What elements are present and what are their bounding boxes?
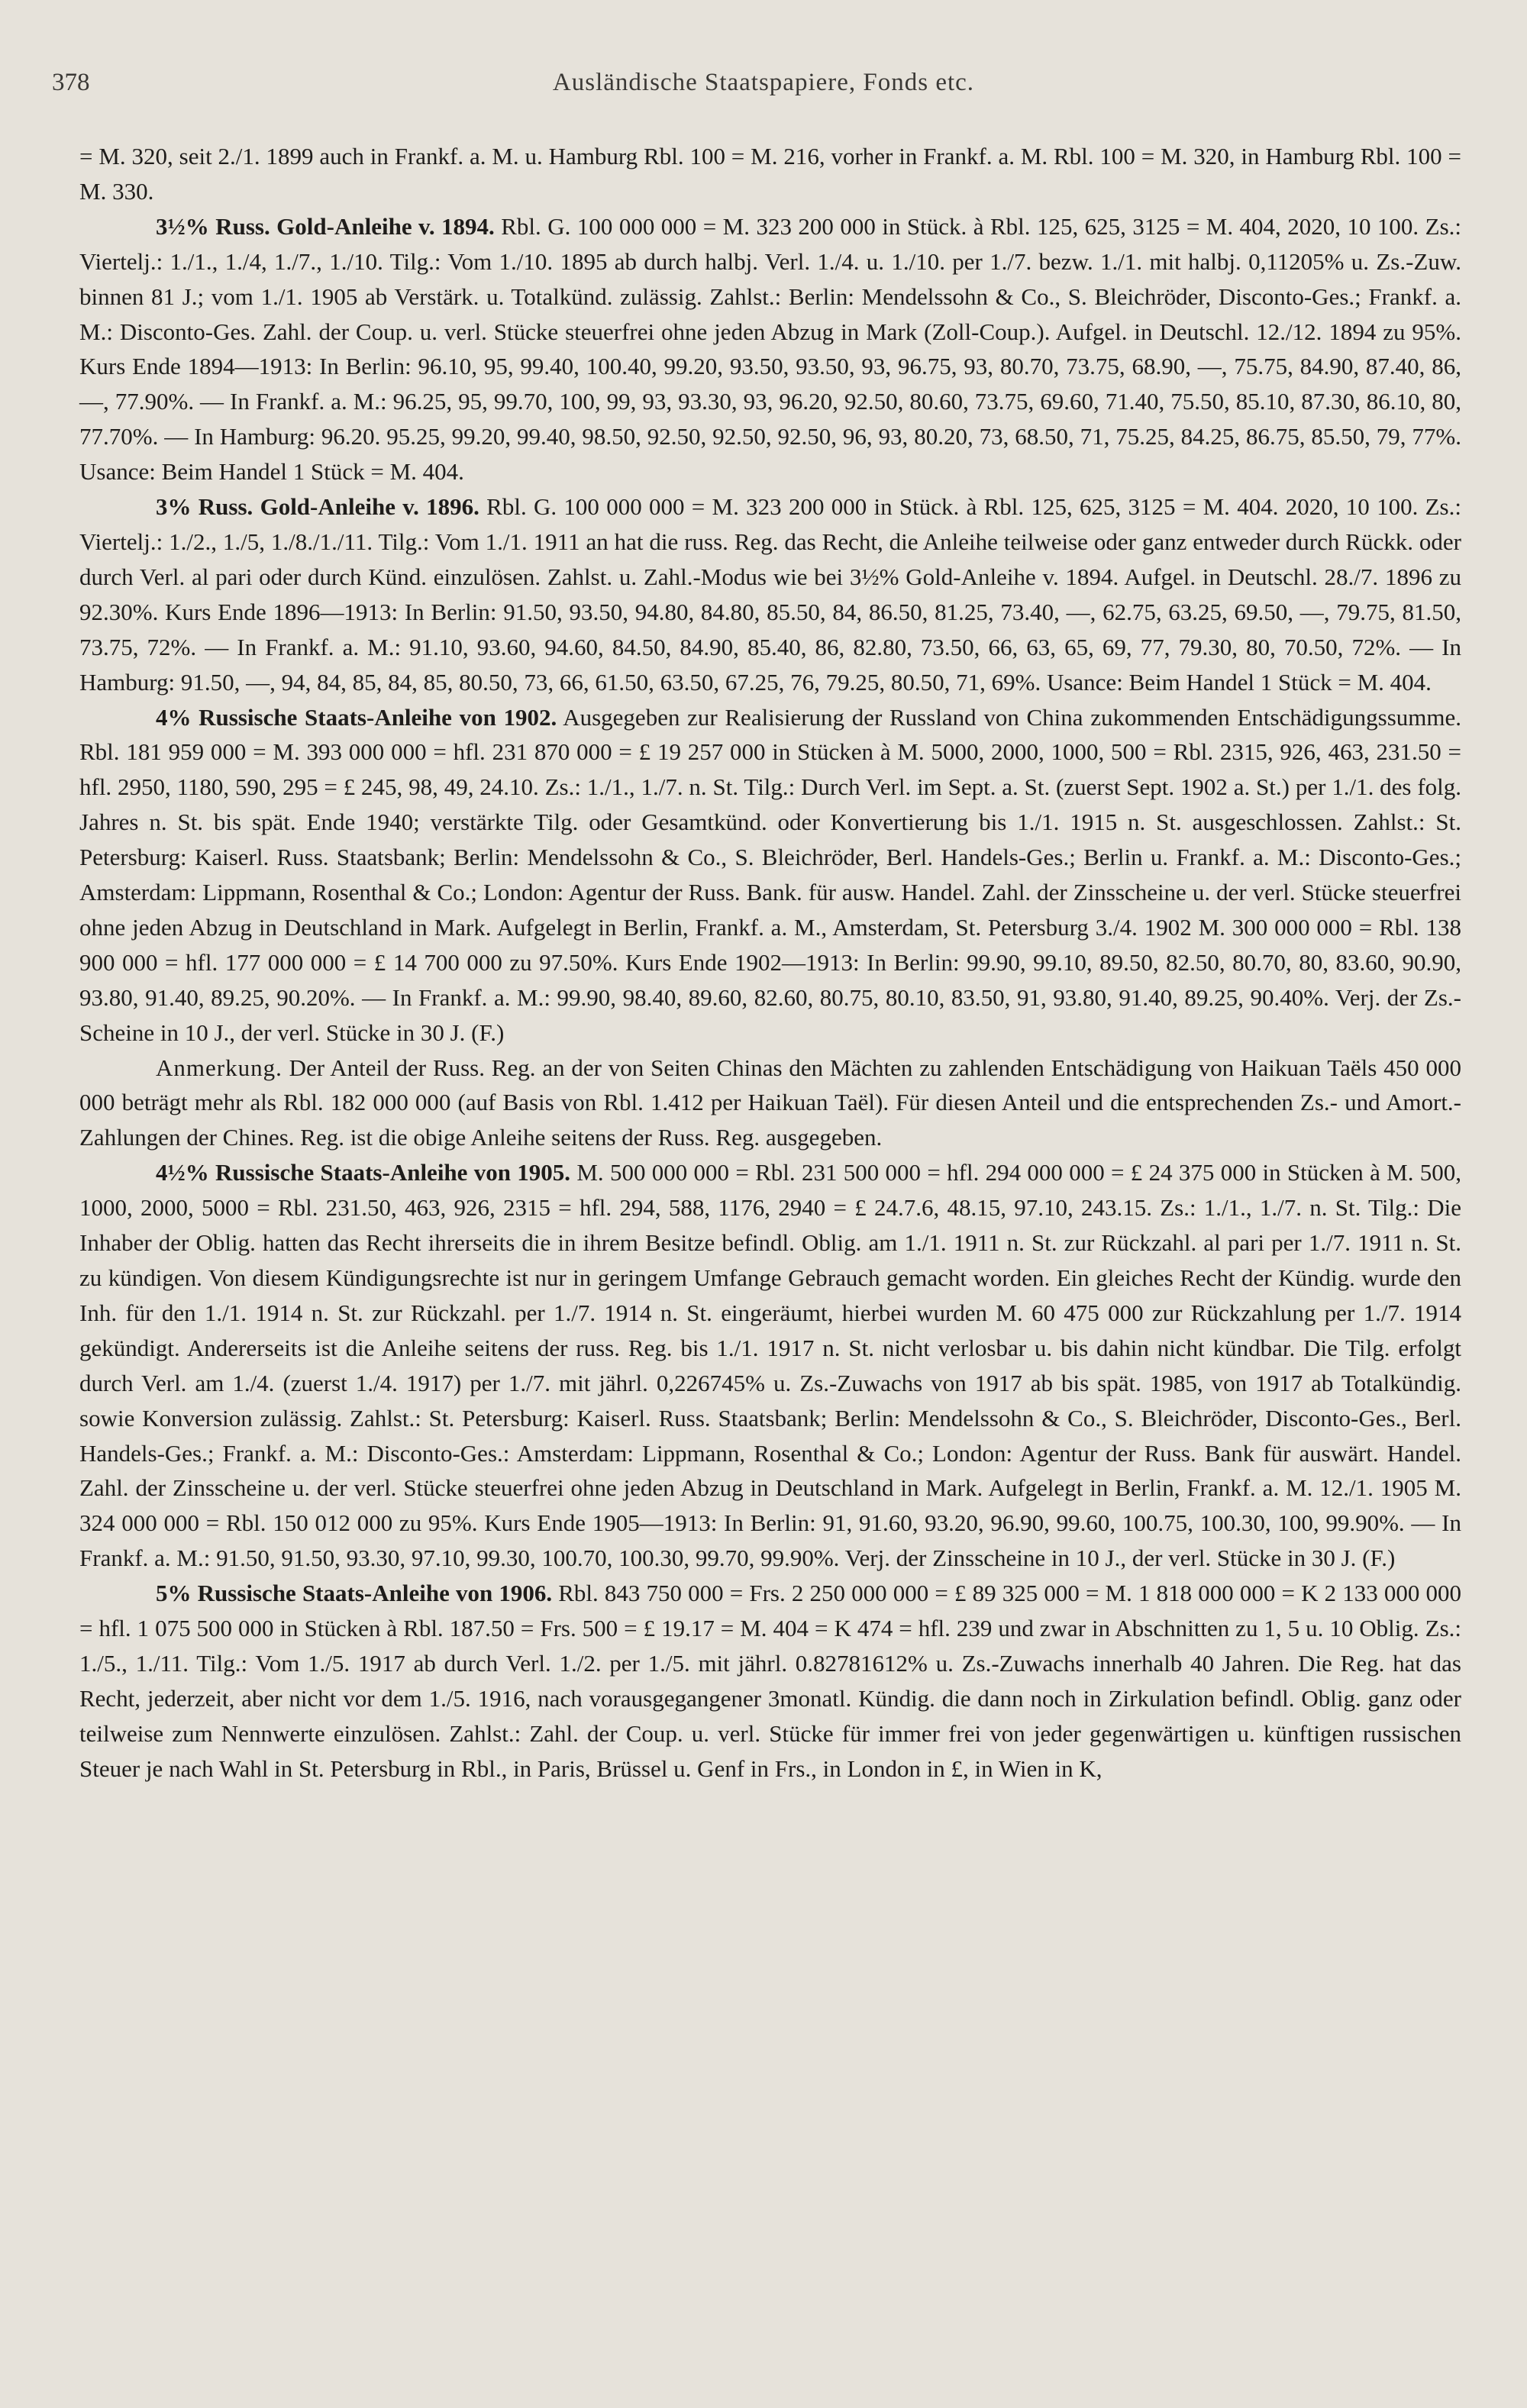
paragraph-note — [79, 1051, 1461, 1156]
entry-heading: 4% Russische Staats-Anleihe von 1902. — [156, 703, 557, 731]
paragraph-state-loan-1905 — [79, 1155, 1461, 1576]
entry-heading: 5% Russische Staats-Anleihe von 1906. — [156, 1580, 553, 1607]
paragraph-text: = M. 320, seit 2./1. 1899 auch in Frankf. a. M. u. Hamburg Rbl. 100 = M. 216, vorher in Frankf. a. M. Rbl. 100 = M. 320, in Hamburg Rbl. 100 = M. 330. — [79, 143, 1461, 205]
paragraph-state-loan-1902 — [79, 700, 1461, 1051]
note-label: Anmerkung. — [156, 1054, 282, 1081]
paragraph-state-loan-1906 — [79, 1576, 1461, 1786]
paragraph-continuation — [79, 139, 1461, 209]
paragraph-text: Rbl. G. 100 000 000 = M. 323 200 000 in Stück. à Rbl. 125, 625, 3125 = M. 404. 2020, 10 100. Zs.: Viertelj.: 1./2., 1./5, 1./8./1./11. Tilg.: Vom 1./1. 1911 an hat die russ. Reg. das Recht, die Anleihe teilweise oder ganz entweder durch Rückk. oder durch Verl. al pari oder durch Künd. einzulösen. Zahlst. u. Zahl.-Modus wie bei 3½% Gold-Anleihe v. 1894. Aufgel. in Deutschl. 28./7. 1896 zu 92.30%. Kurs Ende 1896—1913: In Berlin: 91.50, 93.50, 94.80, 84.80, 85.50, 84, 86.50, 81.25, 73.40, —, 62.75, 63.25, 69.50, —, 79.75, 81.50, 73.75, 72%. — In Frankf. a. M.: 91.10, 93.60, 94.60, 84.50, 84.90, 85.40, 86, 82.80, 73.50, 66, 63, 65, 69, 77, 79.30, 80, 70.50, 72%. — In Hamburg: 91.50, —, 94, 84, 85, 84, 85, 80.50, 73, 66, 61.50, 63.50, 67.25, 76, 79.25, 80.50, 71, 69%. Usance: Beim Handel 1 Stück = M. 404. — [79, 493, 1461, 696]
entry-heading: 4½% Russische Staats-Anleihe von 1905. — [156, 1159, 571, 1186]
paragraph-text: Ausgegeben zur Realisierung der Russland von China zukommenden Entschädigungssumme. Rbl. 181 959 000 = M. 393 000 000 = hfl. 231 870 000 = £ 19 257 000 in Stücken à M. 5000, 2000, 1000, 500 = Rbl. 2315, 926, 463, 231.50 = hfl. 2950, 1180, 590, 295 = £ 245, 98, 49, 24.10. Zs.: 1./1., 1./7. n. St. Tilg.: Durch Verl. im Sept. a. St. (zuerst Sept. 1902 a. St.) per 1./1. des folg. Jahres n. St. bis spät. Ende 1940; verstärkte Tilg. oder Gesamtkünd. oder Konvertierung bis 1./1. 1915 n. St. ausgeschlossen. Zahlst.: St. Petersburg: Kaiserl. Russ. Staatsbank; Berlin: Mendelssohn & Co., S. Bleichröder, Berl. Handels-Ges.; Berlin u. Frankf. a. M.: Disconto-Ges.; Amsterdam: Lippmann, Rosenthal & Co.; London: Agentur der Russ. Bank. für ausw. Handel. Zahl. der Zinsscheine u. der verl. Stücke steuerfrei ohne jeden Abzug in Deutschland in Mark. Aufgelegt in Berlin, Frankf. a. M., Amsterdam, St. Petersburg 3./4. 1902 M. 300 000 000 = Rbl. 138 900 000 = hfl. 177 000 000 = £ 14 700 000 zu 97.50%. Kurs Ende 1902—1913: In Berlin: 99.90, 99.10, 89.50, 82.50, 80.70, 80, 83.60, 90.90, 93.80, 91.40, 89.25, 90.20%. — In Frankf. a. M.: 99.90, 98.40, 89.60, 82.60, 80.75, 80.10, 83.50, 91, 93.80, 91.40, 89.25, 90.40%. Verj. der Zs.-Scheine in 10 J., der verl. Stücke in 30 J. (F.) — [79, 703, 1462, 1046]
page-number: 378 — [52, 69, 90, 96]
running-title: Ausländische Staatspapiere, Fonds etc. — [552, 69, 975, 96]
page-header — [0, 63, 1527, 102]
paragraph-text: M. 500 000 000 = Rbl. 231 500 000 = hfl. 294 000 000 = £ 24 375 000 in Stücken à M. 500, 1000, 2000, 5000 = Rbl. 231.50, 463, 926, 2315 = hfl. 294, 588, 1176, 2940 = £ 24.7.6, 48.15, 97.10, 243.15. Zs.: 1./1., 1./7. n. St. Tilg.: Die Inhaber der Oblig. hatten das Recht ihrerseits die in ihrem Besitze befindl. Oblig. am 1./1. 1911 n. St. zur Rückzahl. al pari per 1./7. 1911 n. St. zu kündigen. Von diesem Kündigungsrechte ist nur in geringem Umfange Gebrauch gemacht worden. Ein gleiches Recht der Kündig. wurde den Inh. für den 1./1. 1914 n. St. zur Rückzahl. per 1./7. 1914 n. St. eingeräumt, hierbei wurden M. 60 475 000 zur Rückzahlung per 1./7. 1914 gekündigt. Andererseits ist die Anleihe seitens der russ. Reg. bis 1./1. 1917 n. St. nicht verlosbar u. bis dahin nicht kündbar. Die Tilg. erfolgt durch Verl. am 1./4. (zuerst 1./4. 1917) per 1./7. mit jährl. 0,226745% u. Zs.-Zuwachs von 1917 ab bis spät. 1985, von 1917 ab Totalkündig. sowie Konversion zulässig. Zahlst.: St. Petersburg: Kaiserl. Russ. Staatsbank; Berlin: Mendelssohn & Co., S. Bleichröder, Disconto-Ges., Berl. Handels-Ges.; Frankf. a. M.: Disconto-Ges.: Amsterdam: Lippmann, Rosenthal & Co.; London: Agentur der Russ. Bank für auswärt. Handel. Zahl. der Zinsscheine u. der verl. Stücke steuerfrei ohne jeden Abzug in Deutschland in Mark. Aufgelegt in Berlin, Frankf. a. M. 12./1. 1905 M. 324 000 000 = Rbl. 150 012 000 zu 95%. Kurs Ende 1905—1913: In Berlin: 91, 91.60, 93.20, 96.90, 99.60, 100.75, 100.30, 100, 99.90%. — In Frankf. a. M.: 91.50, 91.50, 93.30, 97.10, 99.30, 100.70, 100.30, 99.70, 99.90%. Verj. der Zinsscheine in 10 J., der verl. Stücke in 30 J. (F.) — [79, 1159, 1462, 1572]
paragraph-text: Rbl. 843 750 000 = Frs. 2 250 000 000 = £ 89 325 000 = M. 1 818 000 000 = K 2 133 000 000 = hfl. 1 075 500 000 in Stücken à Rbl. 187.50 = Frs. 500 = £ 19.17 = M. 404 = K 474 = hfl. 239 und zwar in Abschnitten zu 1, 5 u. 10 Oblig. Zs.: 1./5., 1./11. Tilg.: Vom 1./5. 1917 ab durch Verl. 1./2. per 1./5. mit jährl. 0.82781612% u. Zs.-Zuwachs innerhalb 40 Jahren. Die Reg. hat das Recht, jederzeit, aber nicht vor dem 1./5. 1916, nach vorausgegangener 3monatl. Kündig. die dann noch in Zirkulation befindl. Oblig. ganz oder teilweise zum Nennwerte einzulösen. Zahlst.: Zahl. der Coup. u. verl. Stücke für immer frei von jeder gegenwärtigen u. künftigen russischen Steuer je nach Wahl in St. Petersburg in Rbl., in Paris, Brüssel u. Genf in Frs., in London in £, in Wien in K, — [79, 1580, 1461, 1782]
paragraph-text: Rbl. G. 100 000 000 = M. 323 200 000 in Stück. à Rbl. 125, 625, 3125 = M. 404, 2020, 10 100. Zs.: Viertelj.: 1./1., 1./4, 1./7., 1./10. Tilg.: Vom 1./10. 1895 ab durch halbj. Verl. 1./4. u. 1./10. per 1./7. bezw. 1./1. mit halbj. 0,11205% u. Zs.-Zuw. binnen 81 J.; vom 1./1. 1905 ab Verstärk. u. Totalkünd. zulässig. Zahlst.: Berlin: Mendelssohn & Co., S. Bleichröder, Disconto-Ges.; Frankf. a. M.: Disconto-Ges. Zahl. der Coup. u. verl. Stücke steuerfrei ohne jeden Abzug in Mark (Zoll-Coup.). Aufgel. in Deutschl. 12./12. 1894 zu 95%. Kurs Ende 1894—1913: In Berlin: 96.10, 95, 99.40, 100.40, 99.20, 93.50, 93.50, 93, 96.75, 93, 80.70, 73.75, 68.90, —, 75.75, 84.90, 87.40, 86, —, 77.90%. — In Frankf. a. M.: 96.25, 95, 99.70, 100, 99, 93, 93.30, 93, 96.20, 92.50, 80.60, 73.75, 69.60, 71.40, 75.50, 85.10, 87.30, 86.10, 80, 77.70%. — In Hamburg: 96.20. 95.25, 99.20, 99.40, 98.50, 92.50, 92.50, 92.50, 96, 93, 80.20, 73, 68.50, 71, 75.25, 84.25, 86.75, 85.50, 79, 77%. Usance: Beim Handel 1 Stück = M. 404. — [79, 212, 1461, 486]
body-text — [79, 139, 1461, 1787]
paragraph-gold-loan-1896 — [79, 489, 1461, 699]
entry-heading: 3% Russ. Gold-Anleihe v. 1896. — [156, 493, 479, 521]
paragraph-text: Der Anteil der Russ. Reg. an der von Seiten Chinas den Mächten zu zahlenden Entschädigung von Haikuan Taëls 450 000 000 beträgt mehr als Rbl. 182 000 000 (auf Basis von Rbl. 1.412 per Haikuan Taël). Für diesen Anteil und die entsprechenden Zs.- und Amort.-Zahlungen der Chines. Reg. ist die obige Anleihe seitens der Russ. Reg. ausgegeben. — [79, 1054, 1461, 1151]
paragraph-gold-loan-1894 — [79, 209, 1461, 489]
entry-heading: 3½% Russ. Gold-Anleihe v. 1894. — [156, 212, 495, 240]
